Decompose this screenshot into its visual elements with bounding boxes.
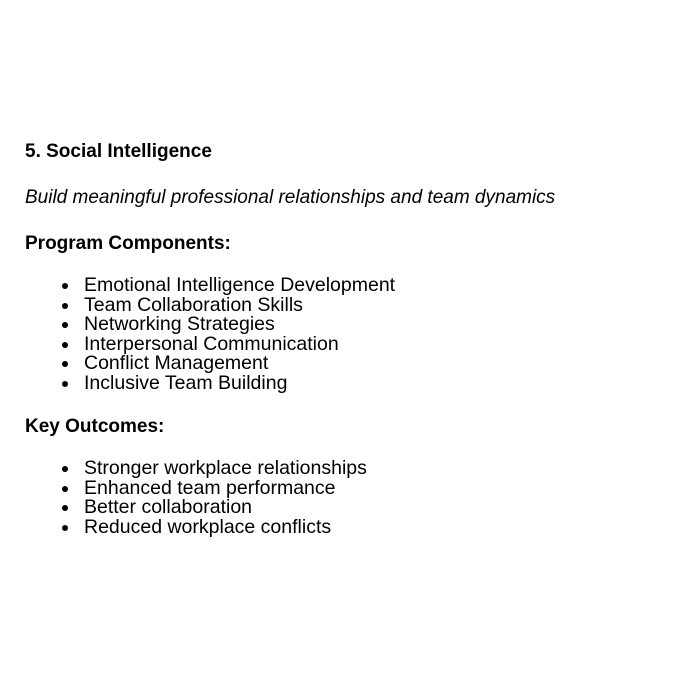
components-list xyxy=(25,276,665,393)
bullet-icon xyxy=(62,283,68,289)
list-item-label: Conflict Management xyxy=(84,352,269,374)
outcomes-list xyxy=(25,459,665,537)
list-item-label: Inclusive Team Building xyxy=(84,371,288,394)
list-item xyxy=(62,515,665,538)
list-item-label: Interpersonal Communication xyxy=(84,332,339,355)
bullet-icon xyxy=(62,303,68,309)
list-item-label: Stronger workplace relationships xyxy=(84,457,367,479)
list-item xyxy=(62,371,665,394)
bullet-icon xyxy=(62,342,68,348)
bullet-icon xyxy=(62,525,68,531)
bullet-icon xyxy=(62,486,68,492)
list-item-label: Enhanced team performance xyxy=(84,476,336,499)
list-item-label: Better collaboration xyxy=(84,496,253,518)
bullet-icon xyxy=(62,322,68,328)
bullet-icon xyxy=(62,505,68,511)
components-heading: Program Components: xyxy=(25,233,231,254)
outcomes-heading: Key Outcomes: xyxy=(25,416,165,437)
section-tagline: Build meaningful professional relationships and team dynamics xyxy=(25,187,556,208)
list-item-label: Emotional Intelligence Development xyxy=(84,274,396,296)
section-title: 5. Social Intelligence xyxy=(25,141,212,162)
list-item-label: Team Collaboration Skills xyxy=(84,293,303,316)
program-section xyxy=(25,140,665,537)
list-item-label: Networking Strategies xyxy=(84,313,275,335)
bullet-icon xyxy=(62,381,68,387)
list-item-label: Reduced workplace conflicts xyxy=(84,515,332,538)
bullet-icon xyxy=(62,361,68,367)
bullet-icon xyxy=(62,466,68,472)
